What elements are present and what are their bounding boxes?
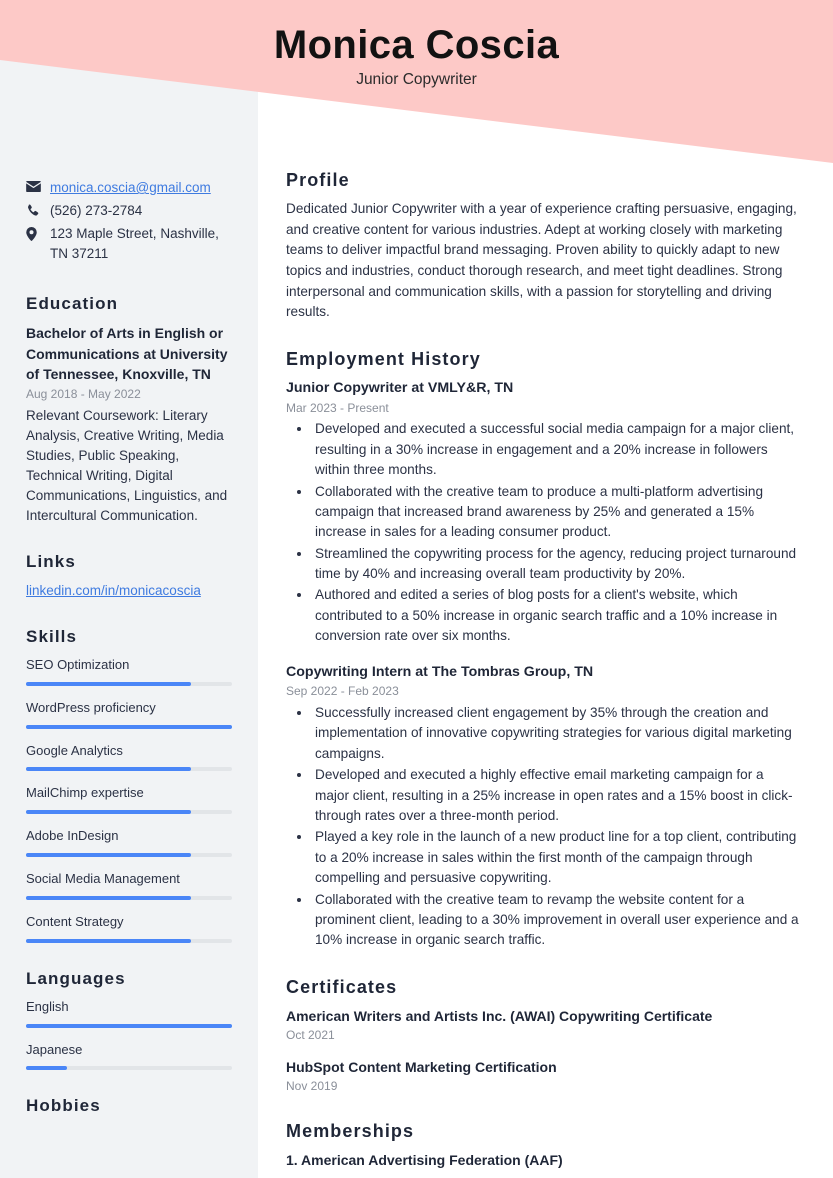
header-job-title: Junior Copywriter xyxy=(356,71,477,88)
certificates-list xyxy=(286,1006,801,1095)
skill-bar-track xyxy=(26,725,232,729)
skills-list xyxy=(26,656,232,943)
profile-heading: Profile xyxy=(286,170,350,190)
skill-row xyxy=(26,742,232,772)
skill-bar-track xyxy=(26,810,232,814)
skill-bar-track xyxy=(26,767,232,771)
email-link[interactable] xyxy=(50,178,232,198)
certificate-date: Nov 2019 xyxy=(286,1079,338,1094)
languages-list xyxy=(26,998,232,1071)
employment-entry xyxy=(286,662,801,951)
contact-item-address xyxy=(26,224,232,264)
list-item: • Played a key role in the launch of a new product line for a top client, contributing to a 20% increase in sales within the first month of the campaign through compelling and persuasive copywriting. xyxy=(312,827,801,888)
envelope-icon xyxy=(26,178,41,192)
certificates-section xyxy=(286,977,801,1095)
membership-item: 1. American Advertising Federation (AAF) xyxy=(286,1151,563,1168)
certificates-heading: Certificates xyxy=(286,976,398,997)
list-item: • Authored and edited a series of blog posts for a client's website, which contributed to a 50% increase in organic search traffic and a 10% increase in conversion rate over six months. xyxy=(312,585,801,646)
list-item: • Collaborated with the creative team to revamp the website content for a prominent client, leading to a 30% improvement in overall user experience and a 10% increase in organic search traffic. xyxy=(312,890,801,951)
profile-section xyxy=(286,170,801,323)
memberships-list xyxy=(286,1150,801,1171)
skills-heading: Skills xyxy=(26,626,78,646)
list-item: • Streamlined the copywriting process for the agency, reducing project turnaround time by 40% and increasing overall team productivity by 20%. xyxy=(312,544,801,585)
education-heading: Education xyxy=(26,293,119,313)
employment-title: Copywriting Intern at The Tombras Group, TN xyxy=(286,663,594,680)
address-text: 123 Maple Street, Nashville, TN 37211 xyxy=(50,225,219,261)
certificate-name: HubSpot Content Marketing Certification xyxy=(286,1058,557,1075)
certificate-entry xyxy=(286,1006,801,1044)
skill-label: Social Media Management xyxy=(26,871,180,887)
hobbies-heading: Hobbies xyxy=(26,1096,101,1116)
employment-title: Junior Copywriter at VMLY&R, TN xyxy=(286,379,514,396)
employment-date: Mar 2023 - Present xyxy=(286,400,389,415)
list-item[interactable] xyxy=(26,581,232,601)
certificate-name: American Writers and Artists Inc. (AWAI) Copywriting Certificate xyxy=(286,1007,713,1024)
skill-row xyxy=(26,998,232,1028)
sidebar xyxy=(0,0,258,1178)
skill-bar-track xyxy=(26,896,232,900)
education-date: Aug 2018 - May 2022 xyxy=(26,387,141,402)
skill-row xyxy=(26,1041,232,1071)
education-description: Relevant Coursework: Literary Analysis, Creative Writing, Media Studies, Public Speaking, Technical Writing, Digital Communications, Linguistics, and Intercultural Communication. xyxy=(26,407,228,523)
skill-bar-fill xyxy=(26,1066,67,1070)
jobs-list xyxy=(286,378,801,951)
skill-row xyxy=(26,656,232,686)
email-anchor[interactable]: monica.coscia@gmail.com xyxy=(50,180,211,195)
skill-bar-fill xyxy=(26,896,191,900)
list-item: • Successfully increased client engagement by 35% through the creation and implementation of innovative copywriting strategies for various digital marketing campaigns. xyxy=(312,703,801,764)
skill-row xyxy=(26,913,232,943)
employment-bullets xyxy=(286,419,801,646)
skill-label: SEO Optimization xyxy=(26,656,130,672)
profile-text: Dedicated Junior Copywriter with a year of experience crafting persuasive, engaging, and creative content for various industries. Adept at working closely with marketing teams to deliver impactful brand messaging. Proven ability to quickly adapt to new topics and industries, conduct thorough research, and meet tight deadlines. Strong interpersonal and communication skills, with a passion for storytelling and driving results. xyxy=(286,201,797,320)
employment-section xyxy=(286,349,801,951)
links-section xyxy=(26,552,232,601)
page-title: Monica Coscia xyxy=(273,23,560,67)
certificate-entry xyxy=(286,1057,801,1095)
contact-item-email xyxy=(26,178,232,198)
skill-bar-fill xyxy=(26,810,191,814)
skill-row xyxy=(26,870,232,900)
location-pin-icon xyxy=(26,224,41,241)
skill-label: Japanese xyxy=(26,1041,83,1057)
skills-section xyxy=(26,627,232,943)
employment-bullets xyxy=(286,703,801,951)
education-degree: Bachelor of Arts in English or Communications at University of Tennessee, Knoxville, TN xyxy=(26,324,228,383)
skill-bar-fill xyxy=(26,682,191,686)
skill-row xyxy=(26,827,232,857)
skill-label: English xyxy=(26,998,69,1014)
list-item: • Developed and executed a highly effective email marketing campaign for a major client, resulting in a 25% increase in open rates and a 15% boost in click-through rates over a three-month period. xyxy=(312,765,801,826)
phone-icon xyxy=(26,201,41,218)
skill-bar-track xyxy=(26,939,232,943)
memberships-section xyxy=(286,1121,801,1171)
languages-heading: Languages xyxy=(26,968,126,988)
list-item: • Developed and executed a successful social media campaign for a major client, resulting in a 30% increase in engagement and a 20% increase in followers within three months. xyxy=(312,419,801,480)
contact-list xyxy=(26,178,232,264)
links-heading: Links xyxy=(26,551,76,571)
skill-label: WordPress proficiency xyxy=(26,699,156,715)
memberships-heading: Memberships xyxy=(286,1120,415,1141)
skill-bar-fill xyxy=(26,1024,232,1028)
skill-bar-track xyxy=(26,1024,232,1028)
linkedin-link[interactable]: linkedin.com/in/monicacoscia xyxy=(26,582,201,598)
hobbies-section xyxy=(26,1096,232,1116)
header-text-group xyxy=(0,0,833,175)
phone-number: (526) 273-2784 xyxy=(50,202,143,218)
links-list xyxy=(26,581,232,601)
skill-label: Google Analytics xyxy=(26,742,123,758)
skill-row xyxy=(26,699,232,729)
skill-bar-fill xyxy=(26,939,191,943)
skill-label: Content Strategy xyxy=(26,913,124,929)
skill-label: Adobe InDesign xyxy=(26,828,119,844)
employment-date: Sep 2022 - Feb 2023 xyxy=(286,684,399,699)
skill-label: MailChimp expertise xyxy=(26,785,144,801)
skill-bar-fill xyxy=(26,853,191,857)
employment-entry xyxy=(286,378,801,647)
education-section xyxy=(26,294,232,526)
skill-bar-track xyxy=(26,682,232,686)
contact-item-phone xyxy=(26,201,232,221)
skill-bar-fill xyxy=(26,725,232,729)
main-content xyxy=(286,0,801,1178)
skill-row xyxy=(26,784,232,814)
skill-bar-track xyxy=(26,1066,232,1070)
languages-section xyxy=(26,969,232,1071)
employment-heading: Employment History xyxy=(286,348,481,369)
skill-bar-fill xyxy=(26,767,191,771)
skill-bar-track xyxy=(26,853,232,857)
certificate-date: Oct 2021 xyxy=(286,1028,335,1042)
list-item: • Collaborated with the creative team to produce a multi-platform advertising campaign that increased brand awareness by 25% and generated a 15% increase in sales for a leading consumer product. xyxy=(312,482,801,543)
